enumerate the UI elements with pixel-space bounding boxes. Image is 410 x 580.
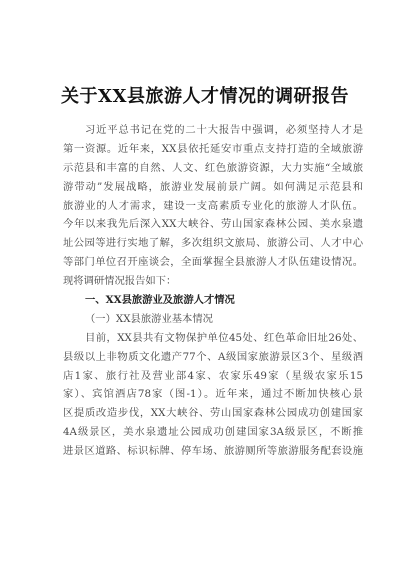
paragraph-line: 家）、宾馆酒店78家（图-1）。近年来，通过不断加快核心景 [63,388,363,401]
paragraph-line: 等部门单位召开座谈会，全面掌握全县旅游人才队伍建设情况。 [63,256,363,269]
paragraph-line: 县级以上非物质文化遗产77个、A级国家旅游景区3个、星级酒 [63,350,363,363]
document-body [63,121,363,461]
paragraph-line: 现将调研情况报告如下： [63,275,177,288]
paragraph-line: 进景区道路、标识标牌、停车场、旅游厕所等旅游服务配套设施 [63,445,363,458]
paragraph-line: 店1家、旅行社及营业部4家、农家乐49家（星级农家乐15 [63,369,363,382]
document-title: 关于XX县旅游人才情况的调研报告 [61,86,349,107]
paragraph-line: 习近平总书记在党的二十大报告中强调，必须坚持人才是 [85,124,363,136]
paragraph-line: 游带动”发展战略，旅游业发展前景广阔。如何满足示范县和 [63,180,363,193]
subsection-heading: （一）XX县旅游业基本情况 [85,312,213,325]
paragraph-line: 区提质改造步伐，XX大峡谷、劳山国家森林公园成功创建国家 [63,407,363,420]
paragraph-line: 旅游业的人才需求，建设一支高素质专业化的旅游人才队伍。 [63,199,363,212]
paragraph-line: 今年以来我先后深入XX大峡谷、劳山国家森林公园、美水泉遗 [63,218,363,231]
paragraph-line: 址公园等进行实地了解，多次组织文旅局、旅游公司、人才中心 [63,237,363,250]
paragraph-line: 第一资源。近年来，XX县依托延安市重点支持打造的全域旅游 [63,142,363,155]
paragraph-line: 示范县和丰富的自然、人文、红色旅游资源，大力实施“全域旅 [63,161,363,174]
paragraph-line: 目前，XX县共有文物保护单位45处、红色革命旧址26处、 [85,331,363,344]
paragraph-line: 4A级景区，美水泉遗址公园成功创建国家3A级景区，不断推 [63,426,363,439]
section-heading: 一、XX县旅游业及旅游人才情况 [85,294,235,307]
